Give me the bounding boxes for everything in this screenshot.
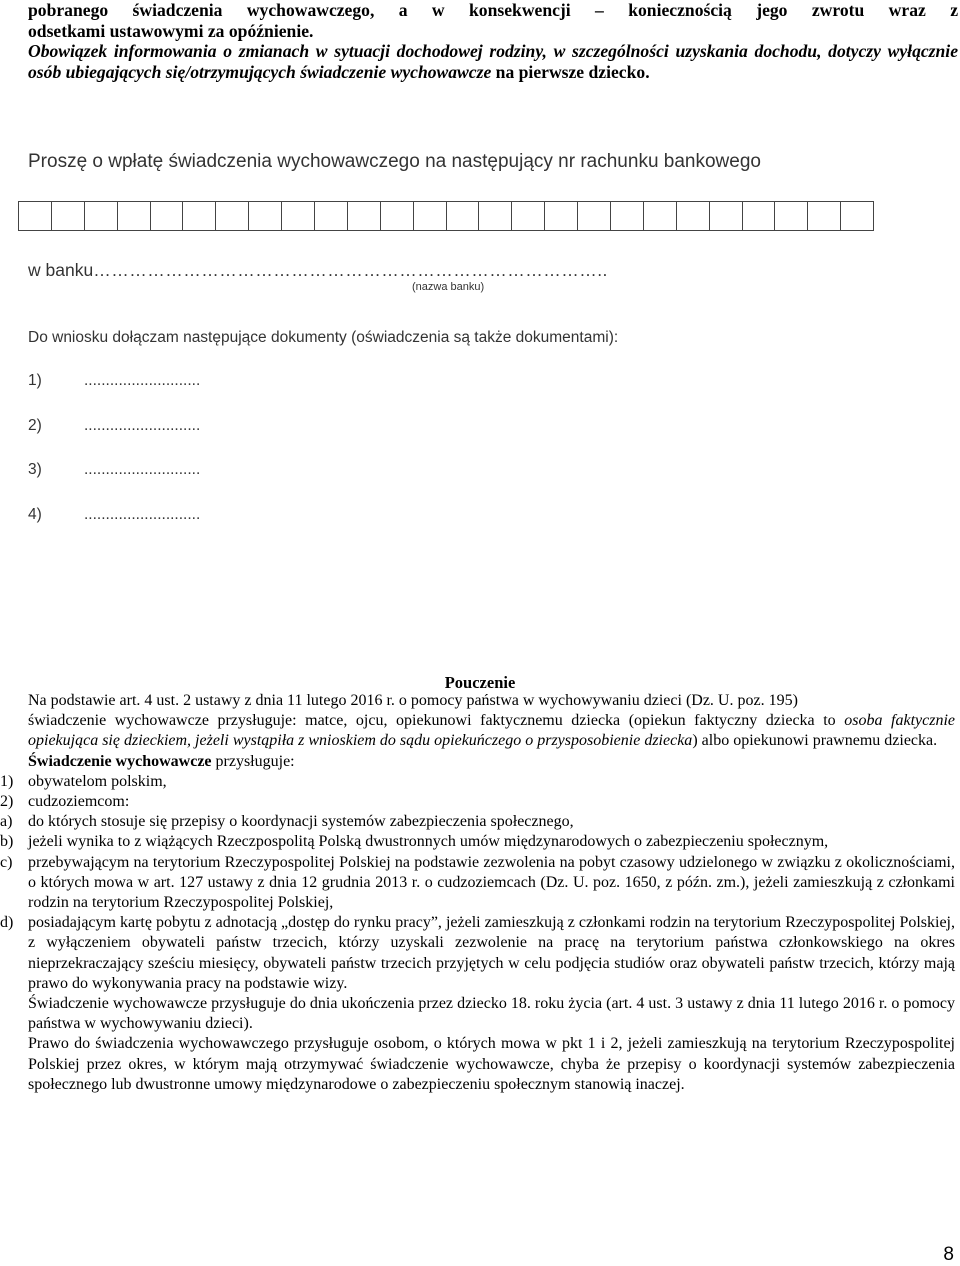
account-digit-cell[interactable] (578, 202, 611, 230)
account-digit-cell[interactable] (118, 202, 151, 230)
account-digit-cell[interactable] (841, 202, 874, 230)
account-digit-cell[interactable] (151, 202, 184, 230)
list-item (0, 792, 955, 812)
list-marker: 1) (0, 772, 14, 790)
page-number: 8 (943, 1244, 954, 1265)
residence-paragraph: Prawo do świadczenia wychowawczego przysługuje osobom, o których mowa w pkt 1 i 2, jeżeli zamieszkują na terytorium Rzeczypospolitej Polskiej przez okres, w którym mają otrzymywać świadczenie wychowawcze, chyba że przepisy o koordynacji systemów zabezpieczenia społecznego lub dwustronne umowy międzynarodowe o zabezpieczeniu społecznym stanowią inaczej. (28, 1035, 955, 1093)
account-digit-cell[interactable] (381, 202, 414, 230)
account-digit-cell[interactable] (775, 202, 808, 230)
document-item-3[interactable] (28, 461, 200, 506)
document-item-value: ........................... (84, 416, 201, 434)
payment-request: Proszę o wpłatę świadczenia wychowawczego na następujący nr rachunku bankowego (28, 151, 761, 172)
list-text: przebywającym na terytorium Rzeczypospolitej Polskiej na podstawie zezwolenia na pobyt czasowy udzielonego w związku z okolicznościami, o których mowa w art. 127 ustawy z dnia 12 grudnia 2013 r. o cudzoziemcach (Dz. U. poz. 1650, z późn. zm.), jeżeli zamieszkują z członkami rodzin na terytorium Rzeczypospolitej Polskiej, (28, 853, 955, 912)
document-item-1[interactable] (28, 372, 200, 417)
account-digit-cell[interactable] (447, 202, 480, 230)
bank-name-line[interactable] (28, 260, 608, 281)
bank-account-number-field[interactable] (18, 201, 874, 231)
top-bold-text (28, 0, 958, 82)
list-marker: 2) (0, 793, 14, 811)
notice-tail: na pierwsze dziecko. (495, 61, 650, 82)
list-text: cudzoziemcom: (28, 793, 130, 811)
list-marker: b) (0, 833, 14, 851)
documents-list (28, 372, 200, 550)
eligibility-heading (28, 752, 955, 772)
top-line-2: odsetkami ustawowymi za opóźnienie. (28, 20, 314, 41)
account-digit-cell[interactable] (52, 202, 85, 230)
eligibility-text-a: świadczenie wychowawcze przysługuje: matce, ojcu, opiekunowi faktycznemu dziecka (opiekun faktyczny dziecka to (28, 712, 845, 730)
document-item-value: ........................... (84, 461, 201, 478)
account-digit-cell[interactable] (808, 202, 841, 230)
document-item-number: 1) (28, 372, 42, 389)
account-digit-cell[interactable] (644, 202, 677, 230)
account-digit-cell[interactable] (414, 202, 447, 230)
account-digit-cell[interactable] (545, 202, 578, 230)
eligibility-heading-bold: Świadczenie wychowawcze (28, 752, 212, 770)
account-digit-cell[interactable] (479, 202, 512, 230)
account-digit-cell[interactable] (282, 202, 315, 230)
document-item-value: ........................... (84, 505, 201, 523)
document-item-number: 4) (28, 505, 42, 523)
document-item-4[interactable] (28, 506, 200, 551)
account-digit-cell[interactable] (677, 202, 710, 230)
account-digit-cell[interactable] (315, 202, 348, 230)
pouczenie-heading: Pouczenie (444, 673, 516, 692)
account-digit-cell[interactable] (611, 202, 644, 230)
list-item (0, 812, 955, 832)
account-digit-cell[interactable] (183, 202, 216, 230)
pouczenie-eligibility (28, 711, 955, 751)
eligibility-text-b: ) albo opiekunowi prawnemu dziecka. (692, 732, 938, 750)
list-item (0, 913, 955, 994)
list-marker: c) (0, 853, 13, 871)
list-text: obywatelom polskim, (28, 772, 167, 790)
account-digit-cell[interactable] (348, 202, 381, 230)
account-digit-cell[interactable] (743, 202, 776, 230)
document-item-2[interactable] (28, 417, 200, 462)
pouczenie-basis-line: Na podstawie art. 4 ust. 2 ustawy z dnia 11 lutego 2016 r. o pomocy państwa w wychowywaniu dzieci (Dz. U. poz. 195) (28, 692, 798, 709)
bank-name-dots: ………………………………………………………………………….. (93, 260, 608, 280)
account-digit-cell[interactable] (85, 202, 118, 230)
notice-text (28, 41, 958, 82)
account-digit-cell[interactable] (512, 202, 545, 230)
list-marker: d) (0, 914, 14, 932)
list-item (0, 853, 955, 914)
top-line-1: pobranego świadczenia wychowawczego, a w konsekwencji – koniecznością jego zwrotu wraz z (28, 0, 958, 20)
list-item (0, 832, 955, 852)
account-digit-cell[interactable] (19, 202, 52, 230)
document-item-number: 2) (28, 416, 42, 434)
document-item-number: 3) (28, 461, 42, 478)
list-marker: a) (0, 813, 13, 831)
bank-name-caption: (nazwa banku) (412, 281, 485, 293)
age-limit-paragraph: Świadczenie wychowawcze przysługuje do dnia ukończenia przez dziecko 18. roku życia (art. 4 ust. 3 ustawy z dnia 11 lutego 2016 r. o pomocy państwa w wychowywaniu dzieci). (28, 995, 955, 1033)
list-text: jeżeli wynika to z wiążących Rzeczpospolitą Polską dwustronnych umów międzynarodowych o zabezpieczeniu społecznym, (28, 833, 829, 851)
account-digit-cell[interactable] (249, 202, 282, 230)
list-text: do których stosuje się przepisy o koordynacji systemów zabezpieczenia społecznego, (28, 813, 574, 831)
account-digit-cell[interactable] (216, 202, 249, 230)
bank-label: w banku (28, 260, 94, 280)
eligibility-italic: osoba faktycznie opiekująca się dzieckiem, jeżeli wystąpiła z wnioskiem do sądu opiekuńczego o przysposobienie dziecka (28, 712, 955, 750)
pouczenie-body (0, 691, 955, 1095)
document-item-value: ........................... (84, 372, 201, 389)
list-item (0, 772, 955, 792)
list-text: posiadającym kartę pobytu z adnotacją „dostęp do rynku pracy”, jeżeli zamieszkują z członkami rodzin na terytorium Rzeczypospolitej Polskiej, z wyłączeniem obywateli państw trzecich, którzy uzyskali zezwolenie na pracę na terytorium państwa członkowskiego na okres nieprzekraczający sześciu miesięcy, obywateli państw trzecich przyjętych w celu podjęcia studiów oraz obywateli państw trzecich, którzy mają prawo do wykonywania pracy na podstawie wizy. (28, 914, 955, 992)
eligibility-heading-rest: przysługuje: (211, 752, 295, 770)
account-digit-cell[interactable] (710, 202, 743, 230)
documents-intro: Do wniosku dołączam następujące dokumenty (oświadczenia są także dokumentami): (28, 329, 619, 346)
notice-italic: Obowiązek informowania o zmianach w sytuacji dochodowej rodziny, w szczególności uzyskania dochodu, dotyczy wyłącznie osób ubiegających się/otrzymujących świadczenie wychowawcze (28, 41, 958, 82)
